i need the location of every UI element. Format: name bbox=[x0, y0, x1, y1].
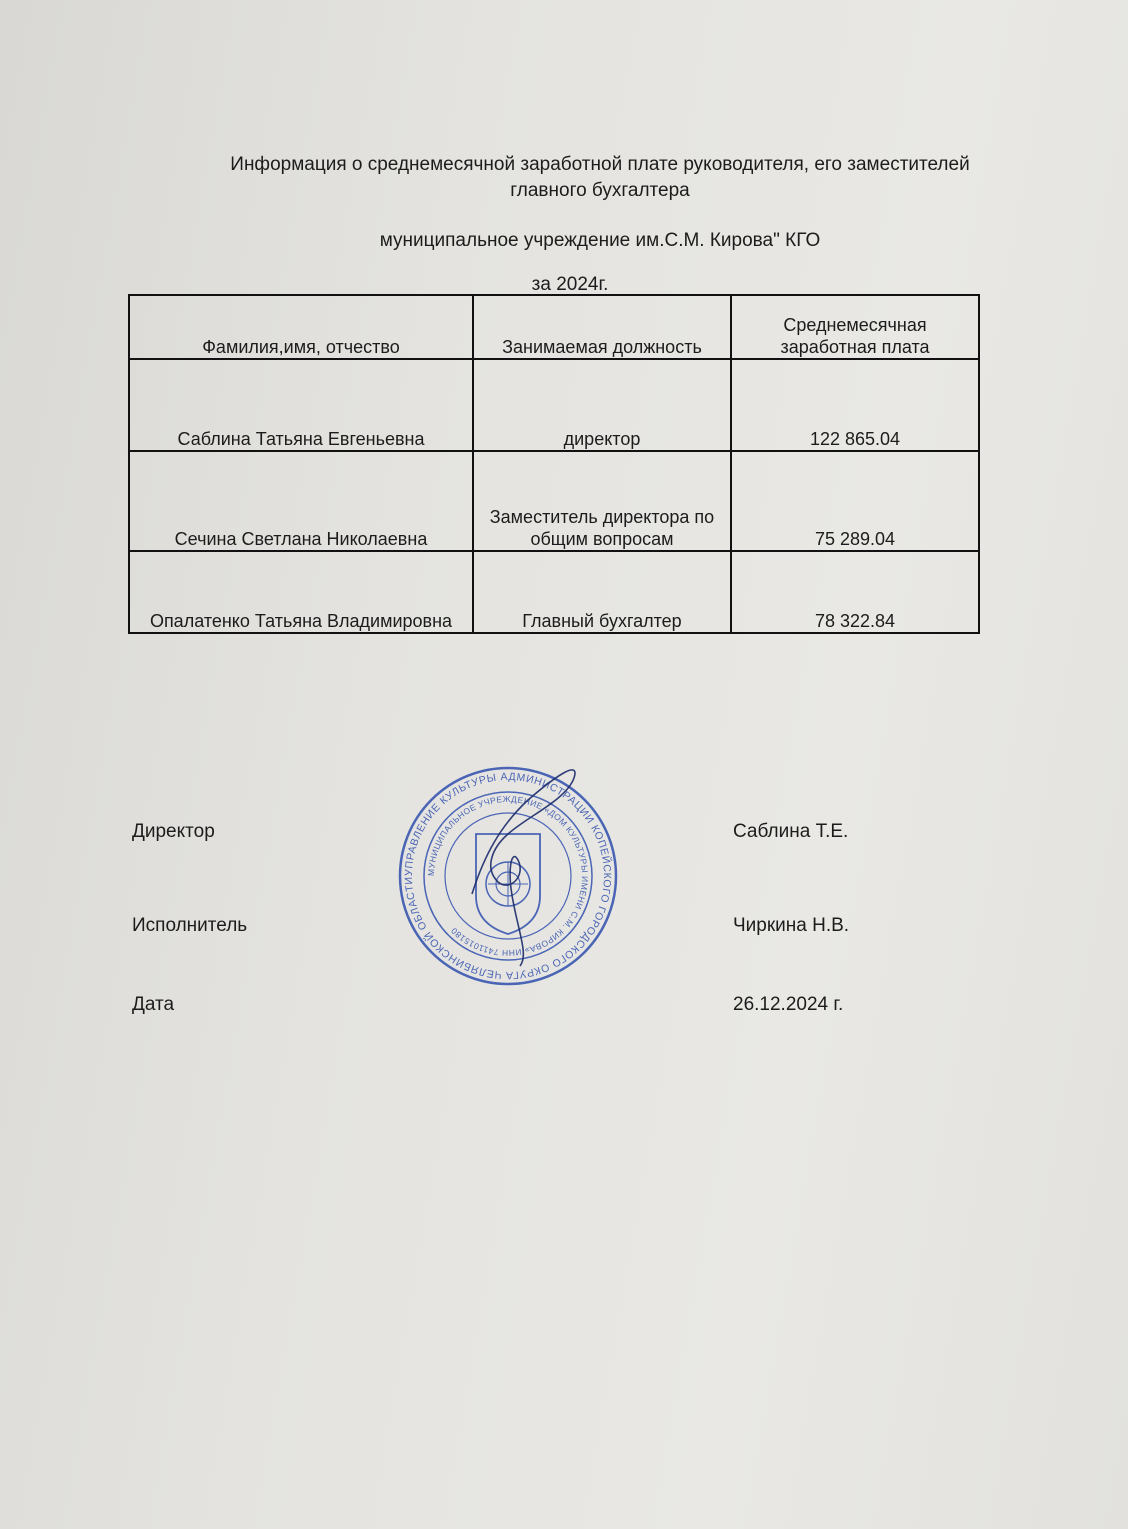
header-full-name: Фамилия,имя, отчество bbox=[129, 295, 473, 359]
executor-name: Чиркина Н.В. bbox=[733, 915, 850, 936]
table-row bbox=[129, 451, 979, 551]
date-label: Дата bbox=[132, 994, 175, 1015]
cell-full-name: Опалатенко Татьяна Владимировна bbox=[129, 551, 473, 633]
stamp-outer-text: УПРАВЛЕНИЕ КУЛЬТУРЫ АДМИНИСТРАЦИИ КОПЕЙСКОГО ГОРОДСКОГО ОКРУГА ЧЕЛЯБИНСКОЙ ОБЛАСТИ bbox=[402, 770, 614, 982]
organization-name: муниципальное учреждение им.С.М. Кирова" КГО bbox=[379, 230, 821, 251]
cell-position: директор bbox=[473, 359, 731, 451]
cell-full-name: Саблина Татьяна Евгеньевна bbox=[129, 359, 473, 451]
document-title-line1: Информация о среднемесячной заработной плате руководителя, его заместителей bbox=[230, 154, 970, 175]
document-title-line2: главного бухгалтера bbox=[510, 180, 690, 201]
table-row bbox=[129, 359, 979, 451]
header-salary: Среднемесячная заработная плата bbox=[731, 295, 979, 359]
cell-salary: 75 289.04 bbox=[731, 451, 979, 551]
cell-full-name: Сечина Светлана Николаевна bbox=[129, 451, 473, 551]
official-stamp bbox=[388, 756, 628, 996]
director-label: Директор bbox=[132, 821, 215, 842]
salary-table bbox=[128, 294, 980, 634]
table-header-row bbox=[129, 295, 979, 359]
table-row bbox=[129, 551, 979, 633]
director-name: Саблина Т.Е. bbox=[733, 821, 849, 842]
cell-salary: 78 322.84 bbox=[731, 551, 979, 633]
stamp-inner-text: МУНИЦИПАЛЬНОЕ УЧРЕЖДЕНИЕ «ДОМ КУЛЬТУРЫ ИМЕНИ С.М. КИРОВА» ИНН 7411015180 bbox=[425, 793, 591, 959]
cell-salary: 122 865.04 bbox=[731, 359, 979, 451]
cell-position: Главный бухгалтер bbox=[473, 551, 731, 633]
executor-label: Исполнитель bbox=[132, 915, 248, 936]
cell-position: Заместитель директора по общим вопросам bbox=[473, 451, 731, 551]
date-value: 26.12.2024 г. bbox=[733, 994, 844, 1015]
report-period: за 2024г. bbox=[531, 274, 609, 295]
header-position: Занимаемая должность bbox=[473, 295, 731, 359]
